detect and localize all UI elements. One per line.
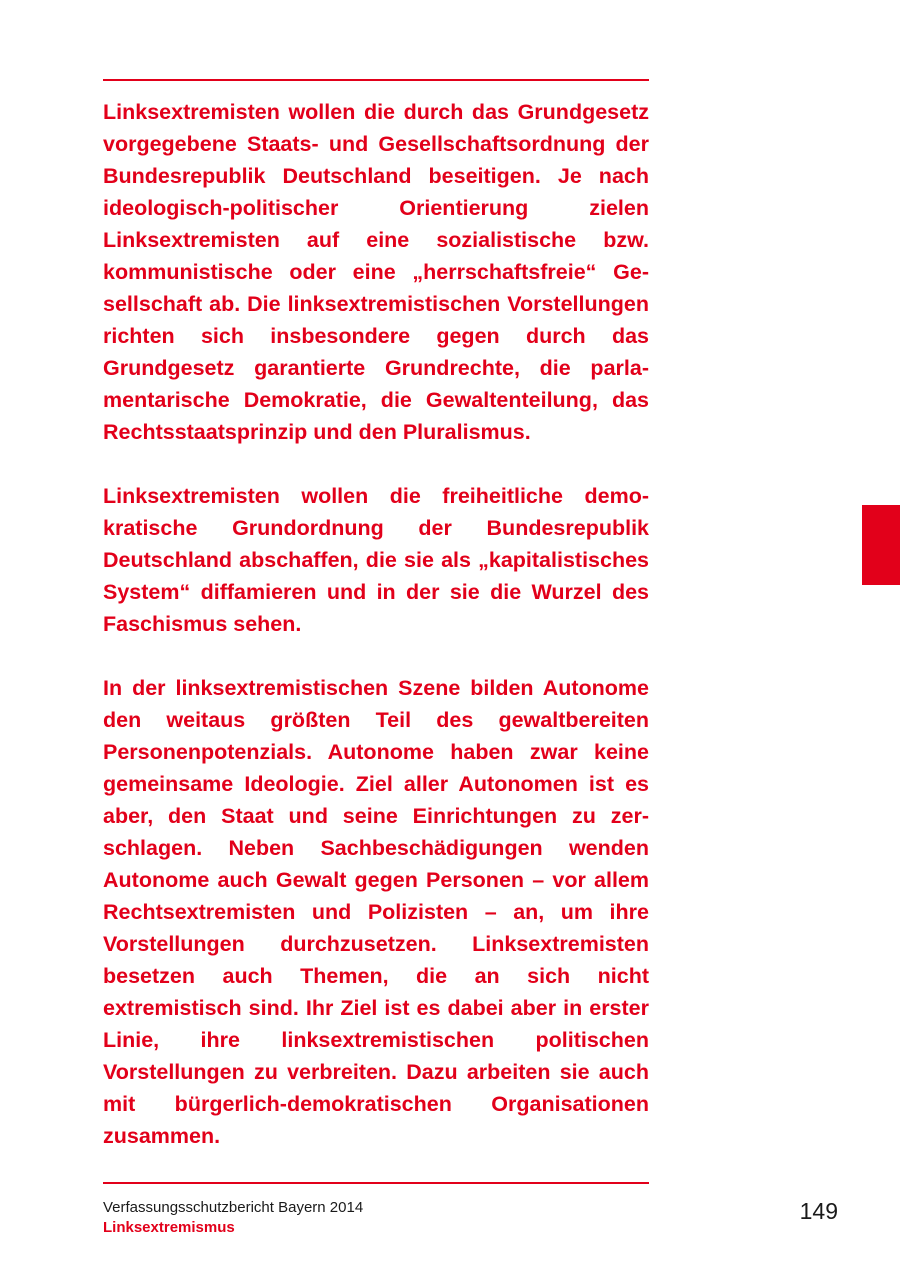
page-number: 149 xyxy=(799,1198,838,1224)
summary-text-block xyxy=(103,96,649,1184)
chapter-marker-tab xyxy=(862,505,900,585)
footer-publication-title: Verfassungsschutzbericht Bayern 2014 xyxy=(103,1199,364,1216)
footer-section-name: Linksextremismus xyxy=(103,1219,235,1236)
paragraph-3: In der linksextremistischen Szene bilden Autonome den weitaus größten Teil des gewaltbereiten Personenpotenzials. Autonome haben zwar keine gemeinsame Ideologie. Ziel aller Autonomen ist es aber, den Staat und seine Einrichtungen zu zerschlagen. Neben Sachbeschädigungen wenden Autonome auch Gewalt gegen Personen – vor allem Rechtsextremisten und Polizisten – an, um ihre Vorstellungen durchzusetzen. Linksextremisten besetzen auch Themen, die an sich nicht extremistisch sind. Ihr Ziel ist es dabei aber in erster Linie, ihre linksextremistischen politischen Vorstellungen zu verbreiten. Dazu arbeiten sie auch mit bürgerlich-demokratischen Organisationen zusammen. xyxy=(103,676,649,1148)
bottom-divider xyxy=(103,1182,649,1184)
paragraph-2: Linksextremisten wollen die freiheitliche demokratische Grundordnung der Bundesrepublik Deutschland abschaffen, die sie als „kapitalistisches System“ diffamieren und in der sie die Wurzel des Faschismus sehen. xyxy=(103,484,649,636)
top-divider xyxy=(103,79,649,81)
paragraph-1: Linksextremisten wollen die durch das Grundgesetz vorgegebene Staats- und Gesellschaftsordnung der Bundesrepublik Deutschland beseitigen. Je nach ideologisch-politischer Orientierung zielen Linksextremisten auf eine sozialistische bzw. kommunistische oder eine „herrschaftsfreie“ Gesellschaft ab. Die linksextremistischen Vorstellungen richten sich insbesondere gegen durch das Grundgesetz garantierte Grundrechte, die parlamentarische Demokratie, die Gewaltenteilung, das Rechtsstaatsprinzip und den Pluralismus. xyxy=(103,100,649,444)
